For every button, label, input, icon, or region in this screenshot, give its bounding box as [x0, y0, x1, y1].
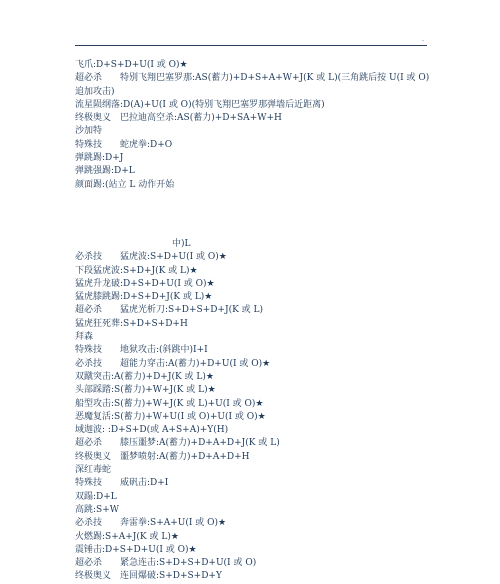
move-line: 猛虎升龙破:D+S+D+U(I 或 O)★ [75, 278, 215, 289]
blank-gap [75, 192, 435, 238]
move-line: 终极奥义 噩梦喷射:A(蓄力)+D+A+D+H [75, 451, 250, 462]
move-line: 必杀技 奔雷拳:S+A+U(I 或 O)★ [75, 518, 227, 529]
move-line: 头部踩踏:S(蓄力)+W+J(K 或 L)★ [75, 385, 216, 396]
move-line: 双蹋:D+L [75, 491, 117, 502]
move-line: 深红毒蛇 [75, 465, 112, 476]
move-line: 必杀技 超能力穿击:A(蓄力)+D+U(I 或 O)★ [75, 358, 271, 369]
move-line: 特殊技 蛇虎拳:D+O [75, 139, 173, 150]
move-list-a [75, 59, 435, 192]
move-line: 船型攻击:S(蓄力)+W+J(K 或 L)+U(I 或 O)★ [75, 398, 264, 409]
move-line: 猛虎膝跳踢:D+S+D+J(K 或 L)★ [75, 292, 213, 303]
move-line: 超必杀 特别飞翔巴塞罗那:AS(蓄力)+D+S+A+W+J(K 或 L)(三角跳后按 U(I 或 O)追加攻击) [75, 73, 430, 97]
move-line: 恶魔复活:S(蓄力)+W+U(I 或 O)+U(I 或 O)★ [75, 411, 266, 422]
move-line: 必杀技 猛虎波:S+D+U(I 或 O)★ [75, 252, 227, 263]
move-line: 高跳:S+W [75, 504, 119, 515]
move-line: 终极奥义 巴拉迪高空杀:AS(蓄力)+D+SA+W+H [75, 113, 282, 124]
move-line: 流星陨纲落:D(A)+U(I 或 O)(特别飞翔巴塞罗那弹墙后近距离) [75, 99, 325, 110]
document-body [75, 59, 435, 584]
move-line: 特殊技 威矾击:D+I [75, 478, 169, 489]
move-line: 域迦波: :D+S+D(或 A+S+A)+Y(H) [75, 425, 229, 436]
move-line: 弹跳强踢:D+L [75, 166, 135, 177]
move-line: 沙加特 [75, 126, 103, 137]
move-line: 火燃踢:S+A+J(K 或 L)★ [75, 531, 179, 542]
move-line: 下段猛虎波:S+D+J(K 或 L)★ [75, 265, 198, 276]
move-line: 震锤击:D+S+D+U(I 或 O)★ [75, 544, 197, 555]
move-list-b [75, 251, 435, 583]
move-line: 弹跳踢:D+J [75, 153, 124, 164]
move-line: 超必杀 猛虎光析刀:S+D+S+D+J(K 或 L) [75, 305, 264, 316]
move-line: 颜面踢:(站立 L 动作开始 [75, 179, 175, 190]
header-mark: . [422, 36, 424, 43]
move-line: 超必杀 膝压噩梦:A(蓄力)+D+A+D+J(K 或 L) [75, 438, 280, 449]
move-line: 超必杀 紧急连击:S+D+S+D+U(I 或 O) [75, 558, 257, 569]
move-line: 拜森 [75, 332, 94, 343]
move-line: 终极奥义 连回爆破:S+D+S+D+Y [75, 571, 222, 582]
move-line: 飞爪:D+S+D+U(I 或 O)★ [75, 60, 188, 70]
mid-label: 中)L [172, 238, 191, 249]
move-line: 特殊技 地狱攻击:(斜跳中)I+I [75, 345, 208, 356]
move-line: 双蹴突击:A(蓄力)+D+J(K 或 L)★ [75, 371, 214, 382]
move-line: 猛虎狂死葬:S+D+S+D+H [75, 318, 188, 329]
header-rule [75, 45, 427, 46]
